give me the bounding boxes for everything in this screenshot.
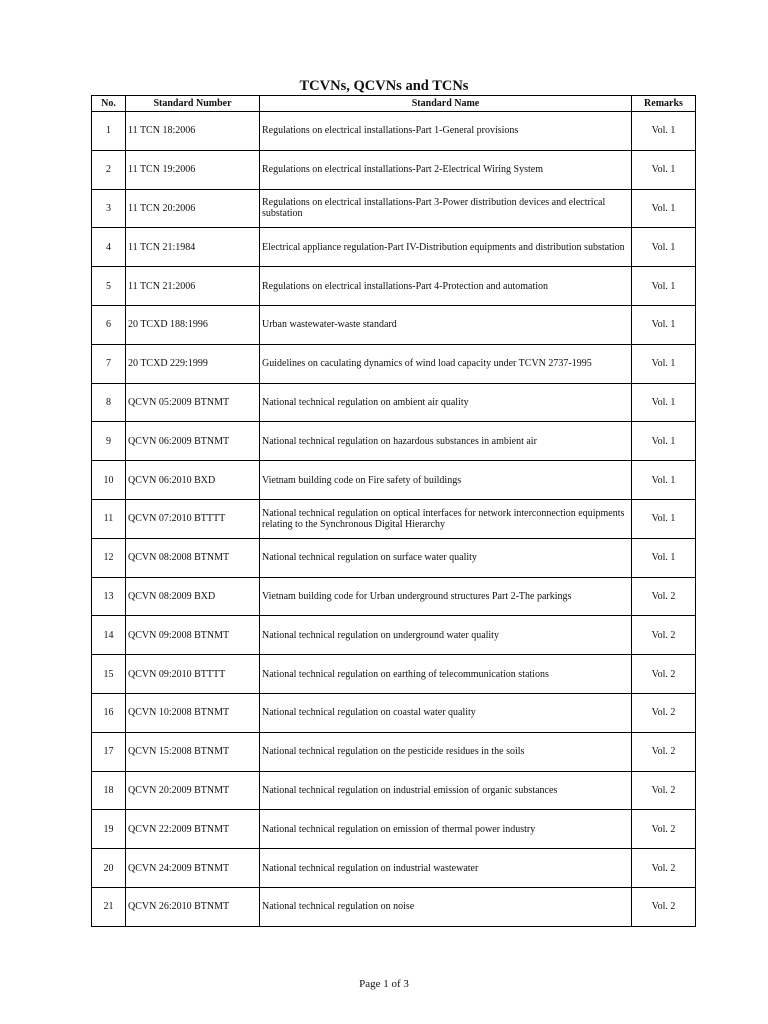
row-number: 15	[92, 655, 126, 694]
remarks-cell: Vol. 1	[632, 189, 696, 228]
standard-name: National technical regulation on underground water quality	[260, 616, 632, 655]
page-title: TCVNs, QCVNs and TCNs	[299, 78, 469, 94]
standard-name: Regulations on electrical installations-Part 3-Power distribution devices and electrical substation	[260, 189, 632, 228]
standard-number: 11 TCN 21:1984	[126, 228, 260, 267]
remarks-cell: Vol. 2	[632, 810, 696, 849]
standard-name: Electrical appliance regulation-Part IV-Distribution equipments and distribution substation	[260, 228, 632, 267]
row-number: 12	[92, 538, 126, 577]
table-body	[92, 112, 696, 927]
table-row	[92, 383, 696, 422]
table-row	[92, 810, 696, 849]
row-number: 3	[92, 189, 126, 228]
standard-name: Urban wastewater-waste standard	[260, 305, 632, 344]
standard-number: QCVN 08:2008 BTNMT	[126, 538, 260, 577]
remarks-cell: Vol. 1	[632, 305, 696, 344]
table-row	[92, 693, 696, 732]
standards-table	[91, 95, 696, 927]
table-row	[92, 849, 696, 888]
table-row	[92, 577, 696, 616]
standard-name: National technical regulation on optical interfaces for network interconnection equipments relating to the Synchronous Digital Hierarchy	[260, 499, 632, 538]
standard-name: National technical regulation on ambient air quality	[260, 383, 632, 422]
row-number: 1	[92, 112, 126, 151]
standard-number: QCVN 05:2009 BTNMT	[126, 383, 260, 422]
table-row	[92, 732, 696, 771]
table-row	[92, 771, 696, 810]
row-number: 4	[92, 228, 126, 267]
standard-number: 20 TCXD 188:1996	[126, 305, 260, 344]
remarks-cell: Vol. 2	[632, 849, 696, 888]
standard-name: Vietnam building code for Urban underground structures Part 2-The parkings	[260, 577, 632, 616]
row-number: 2	[92, 150, 126, 189]
page-footer: Page 1 of 3	[359, 978, 409, 990]
table-row	[92, 887, 696, 926]
row-number: 14	[92, 616, 126, 655]
standard-number: QCVN 24:2009 BTNMT	[126, 849, 260, 888]
remarks-cell: Vol. 2	[632, 693, 696, 732]
standard-number: QCVN 09:2010 BTTTT	[126, 655, 260, 694]
remarks-cell: Vol. 1	[632, 267, 696, 306]
standard-name: National technical regulation on industrial wastewater	[260, 849, 632, 888]
standard-name: Regulations on electrical installations-Part 4-Protection and automation	[260, 267, 632, 306]
standard-number: QCVN 07:2010 BTTTT	[126, 499, 260, 538]
standard-number: QCVN 22:2009 BTNMT	[126, 810, 260, 849]
standard-number: QCVN 09:2008 BTNMT	[126, 616, 260, 655]
row-number: 16	[92, 693, 126, 732]
remarks-cell: Vol. 1	[632, 461, 696, 500]
header-standard-name: Standard Name	[260, 96, 632, 112]
standard-name: National technical regulation on industrial emission of organic substances	[260, 771, 632, 810]
row-number: 20	[92, 849, 126, 888]
standard-number: QCVN 10:2008 BTNMT	[126, 693, 260, 732]
table-row	[92, 499, 696, 538]
standard-number: 11 TCN 20:2006	[126, 189, 260, 228]
standard-name: National technical regulation on emission of thermal power industry	[260, 810, 632, 849]
remarks-cell: Vol. 2	[632, 887, 696, 926]
table-row	[92, 267, 696, 306]
header-standard-number: Standard Number	[126, 96, 260, 112]
remarks-cell: Vol. 1	[632, 112, 696, 151]
remarks-cell: Vol. 1	[632, 538, 696, 577]
row-number: 7	[92, 344, 126, 383]
row-number: 11	[92, 499, 126, 538]
standard-number: QCVN 20:2009 BTNMT	[126, 771, 260, 810]
standard-number: QCVN 26:2010 BTNMT	[126, 887, 260, 926]
standard-number: 11 TCN 18:2006	[126, 112, 260, 151]
standard-number: QCVN 06:2009 BTNMT	[126, 422, 260, 461]
remarks-cell: Vol. 2	[632, 771, 696, 810]
table-row	[92, 150, 696, 189]
row-number: 18	[92, 771, 126, 810]
standard-name: National technical regulation on surface water quality	[260, 538, 632, 577]
remarks-cell: Vol. 1	[632, 499, 696, 538]
standard-number: QCVN 06:2010 BXD	[126, 461, 260, 500]
standard-name: National technical regulation on the pesticide residues in the soils	[260, 732, 632, 771]
standard-name: Vietnam building code on Fire safety of buildings	[260, 461, 632, 500]
table-row	[92, 344, 696, 383]
remarks-cell: Vol. 2	[632, 732, 696, 771]
standard-name: National technical regulation on noise	[260, 887, 632, 926]
standard-number: QCVN 08:2009 BXD	[126, 577, 260, 616]
table-row	[92, 655, 696, 694]
table-row	[92, 189, 696, 228]
row-number: 6	[92, 305, 126, 344]
row-number: 9	[92, 422, 126, 461]
row-number: 13	[92, 577, 126, 616]
standard-name: Regulations on electrical installations-Part 2-Electrical Wiring System	[260, 150, 632, 189]
remarks-cell: Vol. 2	[632, 616, 696, 655]
table-row	[92, 305, 696, 344]
standard-name: National technical regulation on hazardous substances in ambient air	[260, 422, 632, 461]
header-no: No.	[92, 96, 126, 112]
row-number: 5	[92, 267, 126, 306]
table-row	[92, 616, 696, 655]
row-number: 8	[92, 383, 126, 422]
table-row	[92, 228, 696, 267]
remarks-cell: Vol. 2	[632, 655, 696, 694]
table-row	[92, 461, 696, 500]
standard-number: 11 TCN 21:2006	[126, 267, 260, 306]
remarks-cell: Vol. 1	[632, 422, 696, 461]
remarks-cell: Vol. 1	[632, 150, 696, 189]
table-row	[92, 422, 696, 461]
remarks-cell: Vol. 1	[632, 383, 696, 422]
row-number: 10	[92, 461, 126, 500]
row-number: 21	[92, 887, 126, 926]
standard-name: Guidelines on caculating dynamics of wind load capacity under TCVN 2737-1995	[260, 344, 632, 383]
header-remarks: Remarks	[632, 96, 696, 112]
standard-number: 20 TCXD 229:1999	[126, 344, 260, 383]
header-row	[92, 96, 696, 112]
remarks-cell: Vol. 2	[632, 577, 696, 616]
row-number: 19	[92, 810, 126, 849]
table-row	[92, 538, 696, 577]
remarks-cell: Vol. 1	[632, 344, 696, 383]
standard-number: QCVN 15:2008 BTNMT	[126, 732, 260, 771]
standard-name: National technical regulation on coastal water quality	[260, 693, 632, 732]
remarks-cell: Vol. 1	[632, 228, 696, 267]
standard-number: 11 TCN 19:2006	[126, 150, 260, 189]
row-number: 17	[92, 732, 126, 771]
standard-name: Regulations on electrical installations-Part 1-General provisions	[260, 112, 632, 151]
table-row	[92, 112, 696, 151]
standard-name: National technical regulation on earthing of telecommunication stations	[260, 655, 632, 694]
